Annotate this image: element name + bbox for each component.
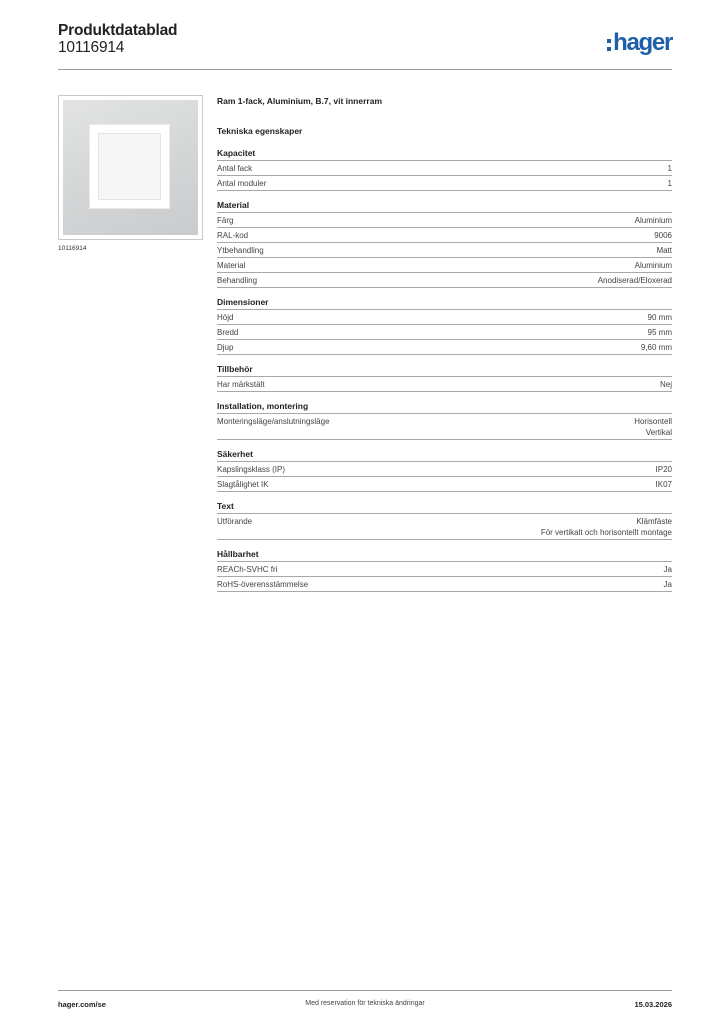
spec-value xyxy=(656,479,672,490)
spec-section xyxy=(217,549,672,592)
image-caption: 10116914 xyxy=(58,245,87,252)
spec-value xyxy=(598,275,672,286)
frame-inner xyxy=(89,124,170,209)
spec-section xyxy=(217,449,672,492)
spec-label: Höjd xyxy=(217,313,234,322)
spec-label: Slagtålighet IK xyxy=(217,480,269,489)
spec-value xyxy=(660,379,672,390)
spec-value-line: Klämfäste xyxy=(636,517,672,526)
spec-value-line: Aluminium xyxy=(634,216,672,225)
spec-value xyxy=(656,464,672,475)
spec-label: Kapslingsklass (IP) xyxy=(217,465,286,474)
spec-value-line: För vertikalt och horisontellt montage xyxy=(540,528,672,537)
spec-label: Behandling xyxy=(217,276,258,285)
spec-value-line: Nej xyxy=(659,380,672,389)
section-title: Material xyxy=(217,200,672,213)
spec-value xyxy=(654,230,672,241)
document-number: 10116914 xyxy=(58,39,125,56)
spec-value-line: Aluminium xyxy=(634,261,672,270)
spec-section xyxy=(217,297,672,355)
spec-value-line: Matt xyxy=(656,246,672,255)
spec-value xyxy=(664,579,672,590)
section-title: Säkerhet xyxy=(217,449,672,462)
spec-label: Färg xyxy=(217,216,234,225)
spec-label: Har märkstält xyxy=(217,380,265,389)
spec-value xyxy=(668,163,672,174)
section-title: Hållbarhet xyxy=(217,549,672,562)
spec-label: Bredd xyxy=(217,328,239,337)
spec-row xyxy=(217,213,672,228)
spec-value-line: 1 xyxy=(667,164,672,173)
spec-value-line: Ja xyxy=(663,580,672,589)
logo-text: hager xyxy=(613,29,672,56)
spec-value xyxy=(635,215,672,226)
spec-label: REACh-SVHC fri xyxy=(217,565,278,574)
spec-value xyxy=(648,327,672,338)
footer-website[interactable]: hager.com/se xyxy=(58,1000,106,1009)
spec-label: Antal fack xyxy=(217,164,253,173)
spec-section xyxy=(217,148,672,191)
spec-section xyxy=(217,364,672,392)
spec-section xyxy=(217,200,672,288)
spec-heading: Tekniska egenskaper xyxy=(217,126,303,136)
spec-value xyxy=(648,312,672,323)
spec-row xyxy=(217,462,672,477)
spec-label: Utförande xyxy=(217,517,253,526)
hager-logo[interactable] xyxy=(607,30,672,56)
spec-label: Monteringsläge/anslutningsläge xyxy=(217,417,330,426)
spec-content xyxy=(217,96,672,601)
spec-value-line: 95 mm xyxy=(647,328,672,337)
spec-value xyxy=(668,178,672,189)
section-title: Installation, montering xyxy=(217,401,672,414)
spec-value-line: Horisontell xyxy=(634,417,672,426)
spec-value-line: 9,60 mm xyxy=(640,343,672,352)
spec-row xyxy=(217,176,672,191)
spec-row xyxy=(217,477,672,492)
spec-row xyxy=(217,161,672,176)
section-title: Text xyxy=(217,501,672,514)
page-footer xyxy=(58,990,672,1010)
spec-value xyxy=(541,516,672,538)
spec-value xyxy=(656,245,672,256)
spec-label: Ytbehandling xyxy=(217,246,264,255)
spec-label: Djup xyxy=(217,343,234,352)
spec-row xyxy=(217,414,672,440)
spec-value-line: Vertikal xyxy=(645,428,672,437)
spec-row xyxy=(217,273,672,288)
spec-row xyxy=(217,377,672,392)
spec-value-line: Ja xyxy=(663,565,672,574)
spec-value-line: Anodiserad/Eloxerad xyxy=(597,276,672,285)
document-title: Produktdatablad xyxy=(58,22,178,39)
spec-row xyxy=(217,258,672,273)
spec-row xyxy=(217,577,672,592)
spec-value xyxy=(641,342,672,353)
spec-value xyxy=(635,260,672,271)
section-title: Kapacitet xyxy=(217,148,672,161)
spec-value-line: 90 mm xyxy=(647,313,672,322)
logo-dots-icon xyxy=(607,39,611,51)
product-image xyxy=(58,95,203,240)
footer-disclaimer: Med reservation för tekniska ändringar xyxy=(305,1000,425,1007)
footer-date: 15.03.2026 xyxy=(634,1000,672,1009)
section-title: Tillbehör xyxy=(217,364,672,377)
spec-label: Antal moduler xyxy=(217,179,267,188)
frame-opening xyxy=(98,133,161,200)
spec-row xyxy=(217,325,672,340)
spec-section xyxy=(217,501,672,540)
spec-value-line: 9006 xyxy=(654,231,672,240)
spec-label: RoHS-överensstämmelse xyxy=(217,580,309,589)
spec-row xyxy=(217,514,672,540)
frame-outer xyxy=(63,100,198,235)
product-title: Ram 1-fack, Aluminium, B.7, vit innerram xyxy=(217,96,383,106)
spec-sections xyxy=(217,148,672,592)
spec-value-line: IK07 xyxy=(655,480,672,489)
spec-row xyxy=(217,340,672,355)
page-header xyxy=(58,22,672,70)
spec-section xyxy=(217,401,672,440)
spec-row xyxy=(217,243,672,258)
spec-value-line: IP20 xyxy=(655,465,672,474)
spec-value xyxy=(664,564,672,575)
spec-row xyxy=(217,562,672,577)
spec-row xyxy=(217,228,672,243)
section-title: Dimensioner xyxy=(217,297,672,310)
spec-value xyxy=(634,416,672,438)
spec-label: RAL-kod xyxy=(217,231,249,240)
spec-value-line: 1 xyxy=(667,179,672,188)
spec-row xyxy=(217,310,672,325)
spec-label: Material xyxy=(217,261,246,270)
